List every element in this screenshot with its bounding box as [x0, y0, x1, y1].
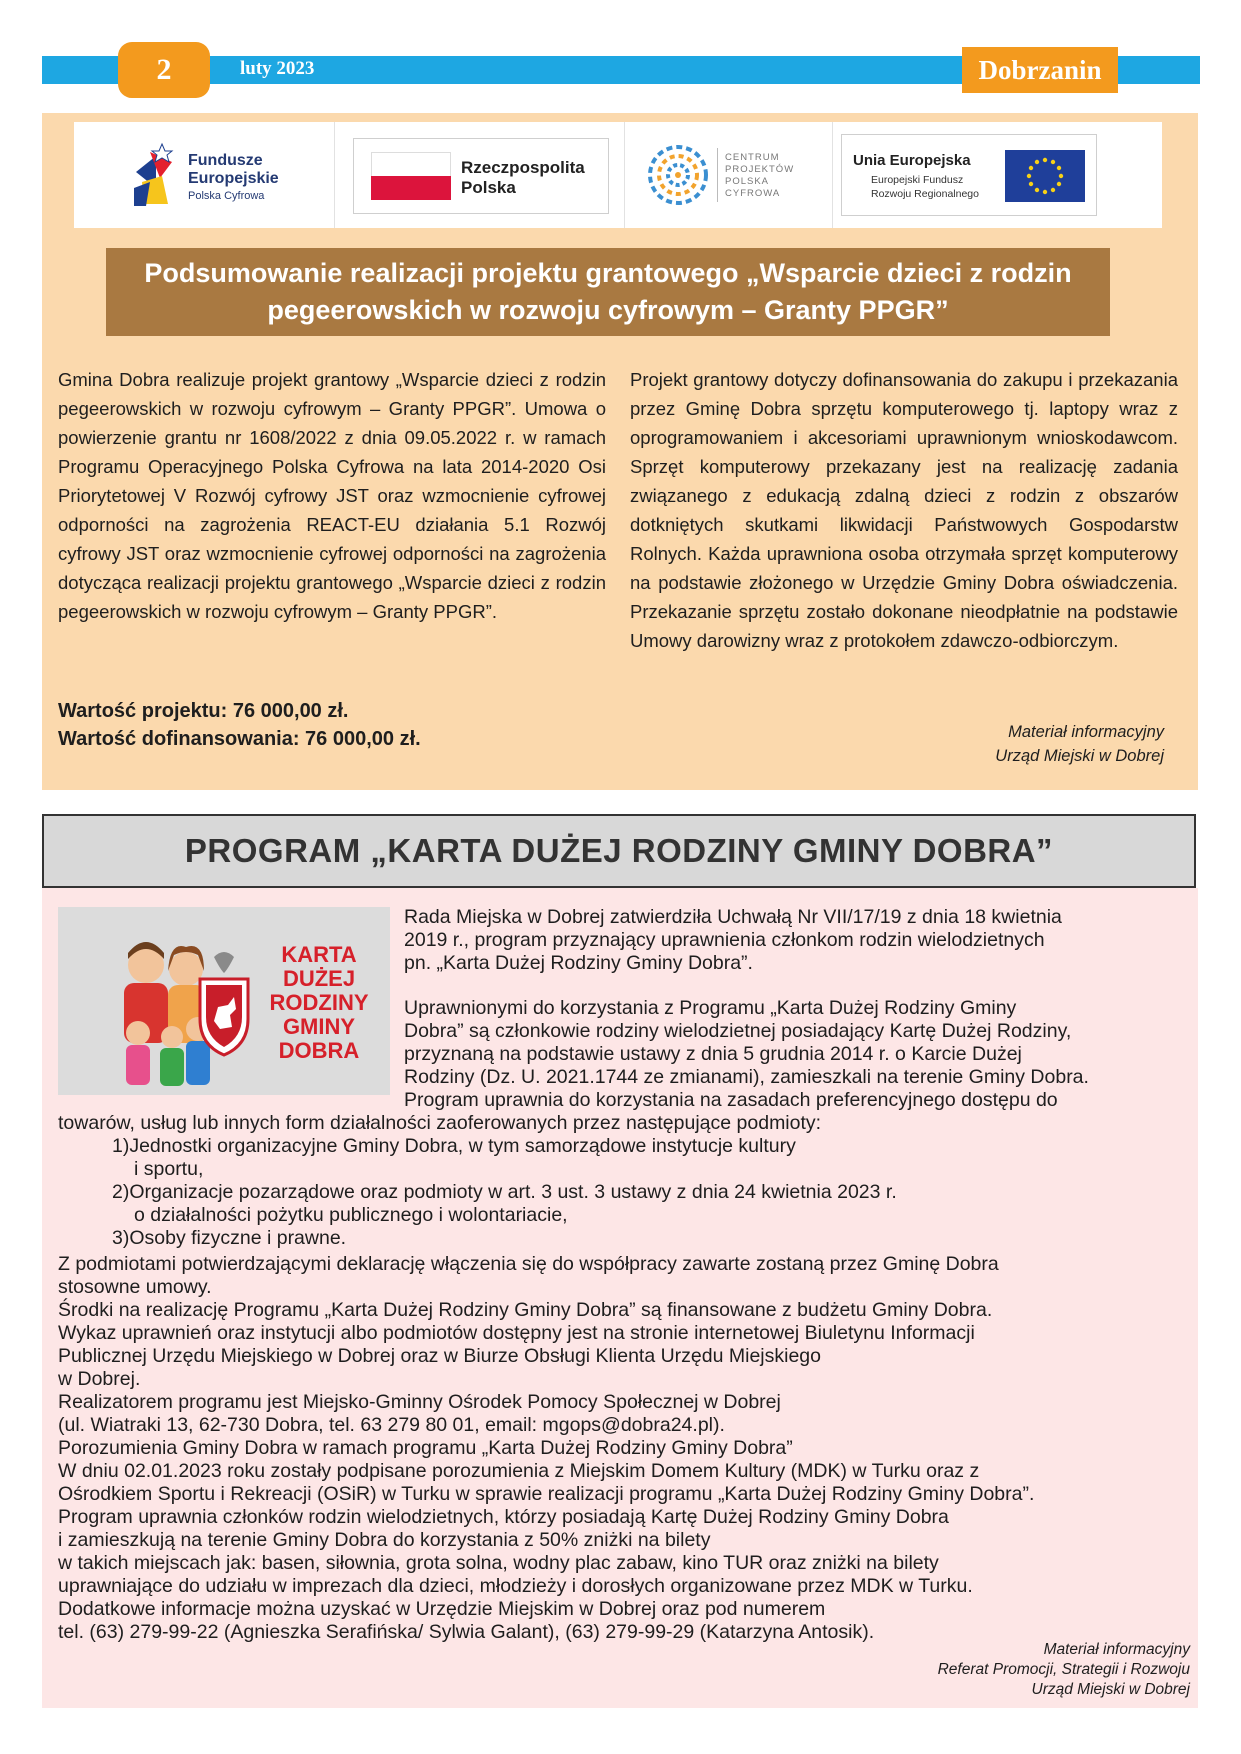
kdr-text-line: Realizatorem programu jest Miejsko-Gminny Ośrodek Pomocy Społecznej w Dobrej — [58, 1391, 781, 1413]
kdr-logo-line: RODZINY — [269, 990, 369, 1015]
rp-line1: Rzeczpospolita — [461, 158, 585, 177]
kdr-list-item: 2)Organizacje pozarządowe oraz podmioty w art. 3 ust. 3 ustawy z dnia 24 kwietnia 2023 r. — [112, 1181, 897, 1203]
note-line: Referat Promocji, Strategii i Rozwoju — [937, 1661, 1190, 1678]
grant-column-left: Gmina Dobra realizuje projekt grantowy „Wsparcie dzieci z rodzin pegeerowskich w rozwoju cyfrowym – Granty PPGR”. Umowa o powierzenie grantu nr 1608/2022 z dnia 09.05.2022 r. w ramach Programu Operacyjnego Polska Cyfrowa na lata 2014-2020 Osi Priorytetowej V Rozwój cyfrowy JST oraz wzmocnienie cyfrowej odporności na zagrożenia REACT-EU działania 5.1 Rozwój cyfrowy JST oraz wzmocnienie cyfrowej odporności na zagrożenia dotycząca realizacji projektu grantowego „Wsparcie dzieci z rodzin pegeerowskich w rozwoju cyfrowym – Granty PPGR”. — [58, 369, 606, 622]
ue-line1: Unia Europejska — [853, 152, 971, 169]
kdr-text-line: Z podmiotami potwierdzającymi deklarację włączenia się do współpracy zawarte zostaną przez Gminę Dobra — [58, 1253, 999, 1275]
kdr-text-line: 2019 r., program przyznający uprawnienia członkom rodzin wielodzietnych — [404, 929, 1045, 951]
flag-red-icon — [371, 176, 451, 200]
kdr-list-item: o działalności pożytku publicznego i wolontariacie, — [134, 1204, 568, 1226]
kdr-text-line: Środki na realizację Programu „Karta Dużej Rodziny Gminy Dobra” są finansowane z budżetu Gminy Dobra. — [58, 1299, 993, 1321]
issue-date: luty 2023 — [240, 58, 315, 79]
kdr-text-line: Dodatkowe informacje można uzyskać w Urzędzie Miejskim w Dobrej oraz pod numerem — [58, 1598, 826, 1620]
kdr-title-box — [42, 814, 1196, 888]
kdr-logo-line: DUŻEJ — [282, 966, 356, 991]
funding-value: Wartość dofinansowania: 76 000,00 zł. — [58, 728, 421, 750]
kdr-text-line: tel. (63) 279-99-22 (Agnieszka Serafińska/ Sylwia Galant), (63) 279-99-29 (Katarzyna Antosik). — [58, 1621, 875, 1643]
flag-white-icon — [371, 152, 451, 178]
grant-title-line1: Podsumowanie realizacji projektu grantowego „Wsparcie dzieci z rodzin — [144, 258, 1072, 288]
kdr-logo-line: GMINY — [282, 1014, 356, 1039]
page-number: 2 — [118, 42, 210, 98]
ue-line2: Europejski Fundusz — [871, 174, 964, 186]
centrum-projektow-logo — [624, 122, 832, 228]
kdr-text-line: pn. „Karta Dużej Rodziny Gminy Dobra”. — [404, 952, 753, 974]
kdr-logo-text — [258, 943, 380, 1063]
kdr-text-line: stosowne umowy. — [58, 1276, 212, 1298]
kdr-text-line: Uprawnionymi do korzystania z Programu „Karta Dużej Rodziny Gminy — [404, 997, 1017, 1019]
coat-of-arms-icon — [194, 949, 254, 1059]
kdr-text-line: Wykaz uprawnień oraz instytucji albo podmiotów dostępny jest na stronie internetowej Biuletynu Informacji — [58, 1322, 975, 1344]
grant-source-note — [800, 720, 1164, 768]
cp-line3: POLSKA — [725, 176, 770, 187]
kdr-title: PROGRAM „KARTA DUŻEJ RODZINY GMINY DOBRA” — [184, 832, 1054, 869]
rzeczpospolita-polska-logo — [334, 122, 624, 228]
kdr-text-line: Rodziny (Dz. U. 2021.1744 ze zmianami), zamieszkali na terenie Gminy Dobra. — [404, 1066, 1089, 1088]
kdr-list-item: 1)Jednostki organizacyjne Gminy Dobra, w tym samorządowe instytucje kultury — [112, 1135, 796, 1157]
kdr-text-line: Program uprawnia do korzystania na zasadach preferencyjnego dostępu do — [404, 1089, 1058, 1111]
kdr-text-line: i zamieszkują na terenie Gminy Dobra do korzystania z 50% zniżki na bilety — [58, 1529, 711, 1551]
cp-line1: CENTRUM — [725, 152, 780, 163]
kdr-text-line: Ośrodkiem Sportu i Rekreacji (OSiR) w Turku w sprawie realizacji programu „Karta Dużej Rodziny Gminy Dobra”. — [58, 1483, 1035, 1505]
note-line: Materiał informacyjny — [1008, 723, 1164, 741]
kdr-text-line: w takich miejscach jak: basen, siłownia, grota solna, wodny plac zabaw, kino TUR oraz zniżki na bilety — [58, 1552, 939, 1574]
kdr-text-line: towarów, usług lub innych form działalności zaoferowanych przez następujące podmioty: — [58, 1112, 822, 1134]
kdr-text-line: Porozumienia Gminy Dobra w ramach programu „Karta Dużej Rodziny Gminy Dobra” — [58, 1437, 793, 1459]
note-line: Urząd Miejski w Dobrej — [995, 747, 1164, 765]
kdr-text-line: przyznaną na podstawie ustawy z dnia 5 grudnia 2014 r. o Karcie Dużej — [404, 1043, 1022, 1065]
kdr-source-note — [860, 1640, 1190, 1700]
eu-flag-icon — [1005, 150, 1085, 202]
cppc-maze-icon — [647, 144, 709, 206]
grant-title-line2: pegeerowskich w rozwoju cyfrowym – Granty PPGR” — [267, 295, 949, 325]
grant-article-title — [106, 248, 1110, 336]
unia-europejska-logo — [832, 122, 1162, 228]
ue-line3: Rozwoju Regionalnego — [871, 188, 979, 200]
cp-line2: PROJEKTÓW — [725, 164, 795, 175]
kdr-text-line: W dniu 02.01.2023 roku zostały podpisane porozumienia z Miejskim Domem Kultury (MDK) w Turku oraz z — [58, 1460, 980, 1482]
cp-line4: CYFROWA — [725, 188, 781, 199]
kdr-image — [58, 907, 390, 1095]
kdr-text-line: (ul. Wiatraki 13, 62-730 Dobra, tel. 63 279 80 01, email: mgops@dobra24.pl). — [58, 1414, 725, 1436]
grant-column-right: Projekt grantowy dotyczy dofinansowania do zakupu i przekazania przez Gminę Dobra sprzętu komputerowego tj. laptopy wraz z oprogramowaniem i akcesoriami uprawnionym wnioskodawcom. Sprzęt komputerowy przekazany jest na realizację zadania związanego z edukacją zdalną dzieci z rodzin z obszarów dotkniętych skutkami likwidacji Państwowych Gospodarstw Rolnych. Każda uprawniona osoba otrzymała sprzęt komputerowy na podstawie złożonego w Urzędzie Gminy Dobra oświadczenia. Przekazanie sprzętu zostało dokonane nieodpłatnie na podstawie Umowy darowizny wraz z protokołem zdawczo-odbiorczym. — [630, 369, 1178, 651]
kdr-text-line: w Dobrej. — [58, 1368, 141, 1390]
kdr-text-line: Rada Miejska w Dobrej zatwierdziła Uchwałą Nr VII/17/19 z dnia 18 kwietnia — [404, 906, 1062, 928]
kdr-logo-line: DOBRA — [278, 1038, 360, 1063]
kdr-text-line: Publicznej Urzędu Miejskiego w Dobrej oraz w Biurze Obsługi Klienta Urzędu Miejskiego — [58, 1345, 821, 1367]
fundusze-europejskie-logo — [74, 122, 334, 228]
kdr-list-item: 3)Osoby fizyczne i prawne. — [112, 1227, 347, 1249]
project-value: Wartość projektu: 76 000,00 zł. — [58, 700, 349, 722]
note-line: Urząd Miejski w Dobrej — [1031, 1681, 1190, 1698]
rp-line2: Polska — [461, 178, 516, 197]
fe-line2: Europejskie — [188, 170, 279, 187]
kdr-text-line: Dobra” są członkowie rodziny wielodzietnej posiadający Kartę Dużej Rodziny, — [404, 1020, 1072, 1042]
kdr-list-item: i sportu, — [134, 1158, 204, 1180]
kdr-text-line: Program uprawnia członków rodzin wielodzietnych, którzy posiadają Kartę Dużej Rodziny Gminy Dobra — [58, 1506, 949, 1528]
kdr-text-line: uprawniające do udziału w imprezach dla dzieci, młodzieży i dorosłych organizowane przez MDK w Turku. — [58, 1575, 973, 1597]
fe-line1: Fundusze — [188, 152, 263, 169]
fe-line3: Polska Cyfrowa — [188, 190, 265, 202]
note-line: Materiał informacyjny — [1043, 1641, 1190, 1658]
funding-logos-strip — [74, 122, 1162, 228]
kdr-logo-line: KARTA — [281, 942, 357, 967]
newspaper-title: Dobrzanin — [962, 47, 1118, 93]
fe-star-icon — [132, 142, 178, 208]
